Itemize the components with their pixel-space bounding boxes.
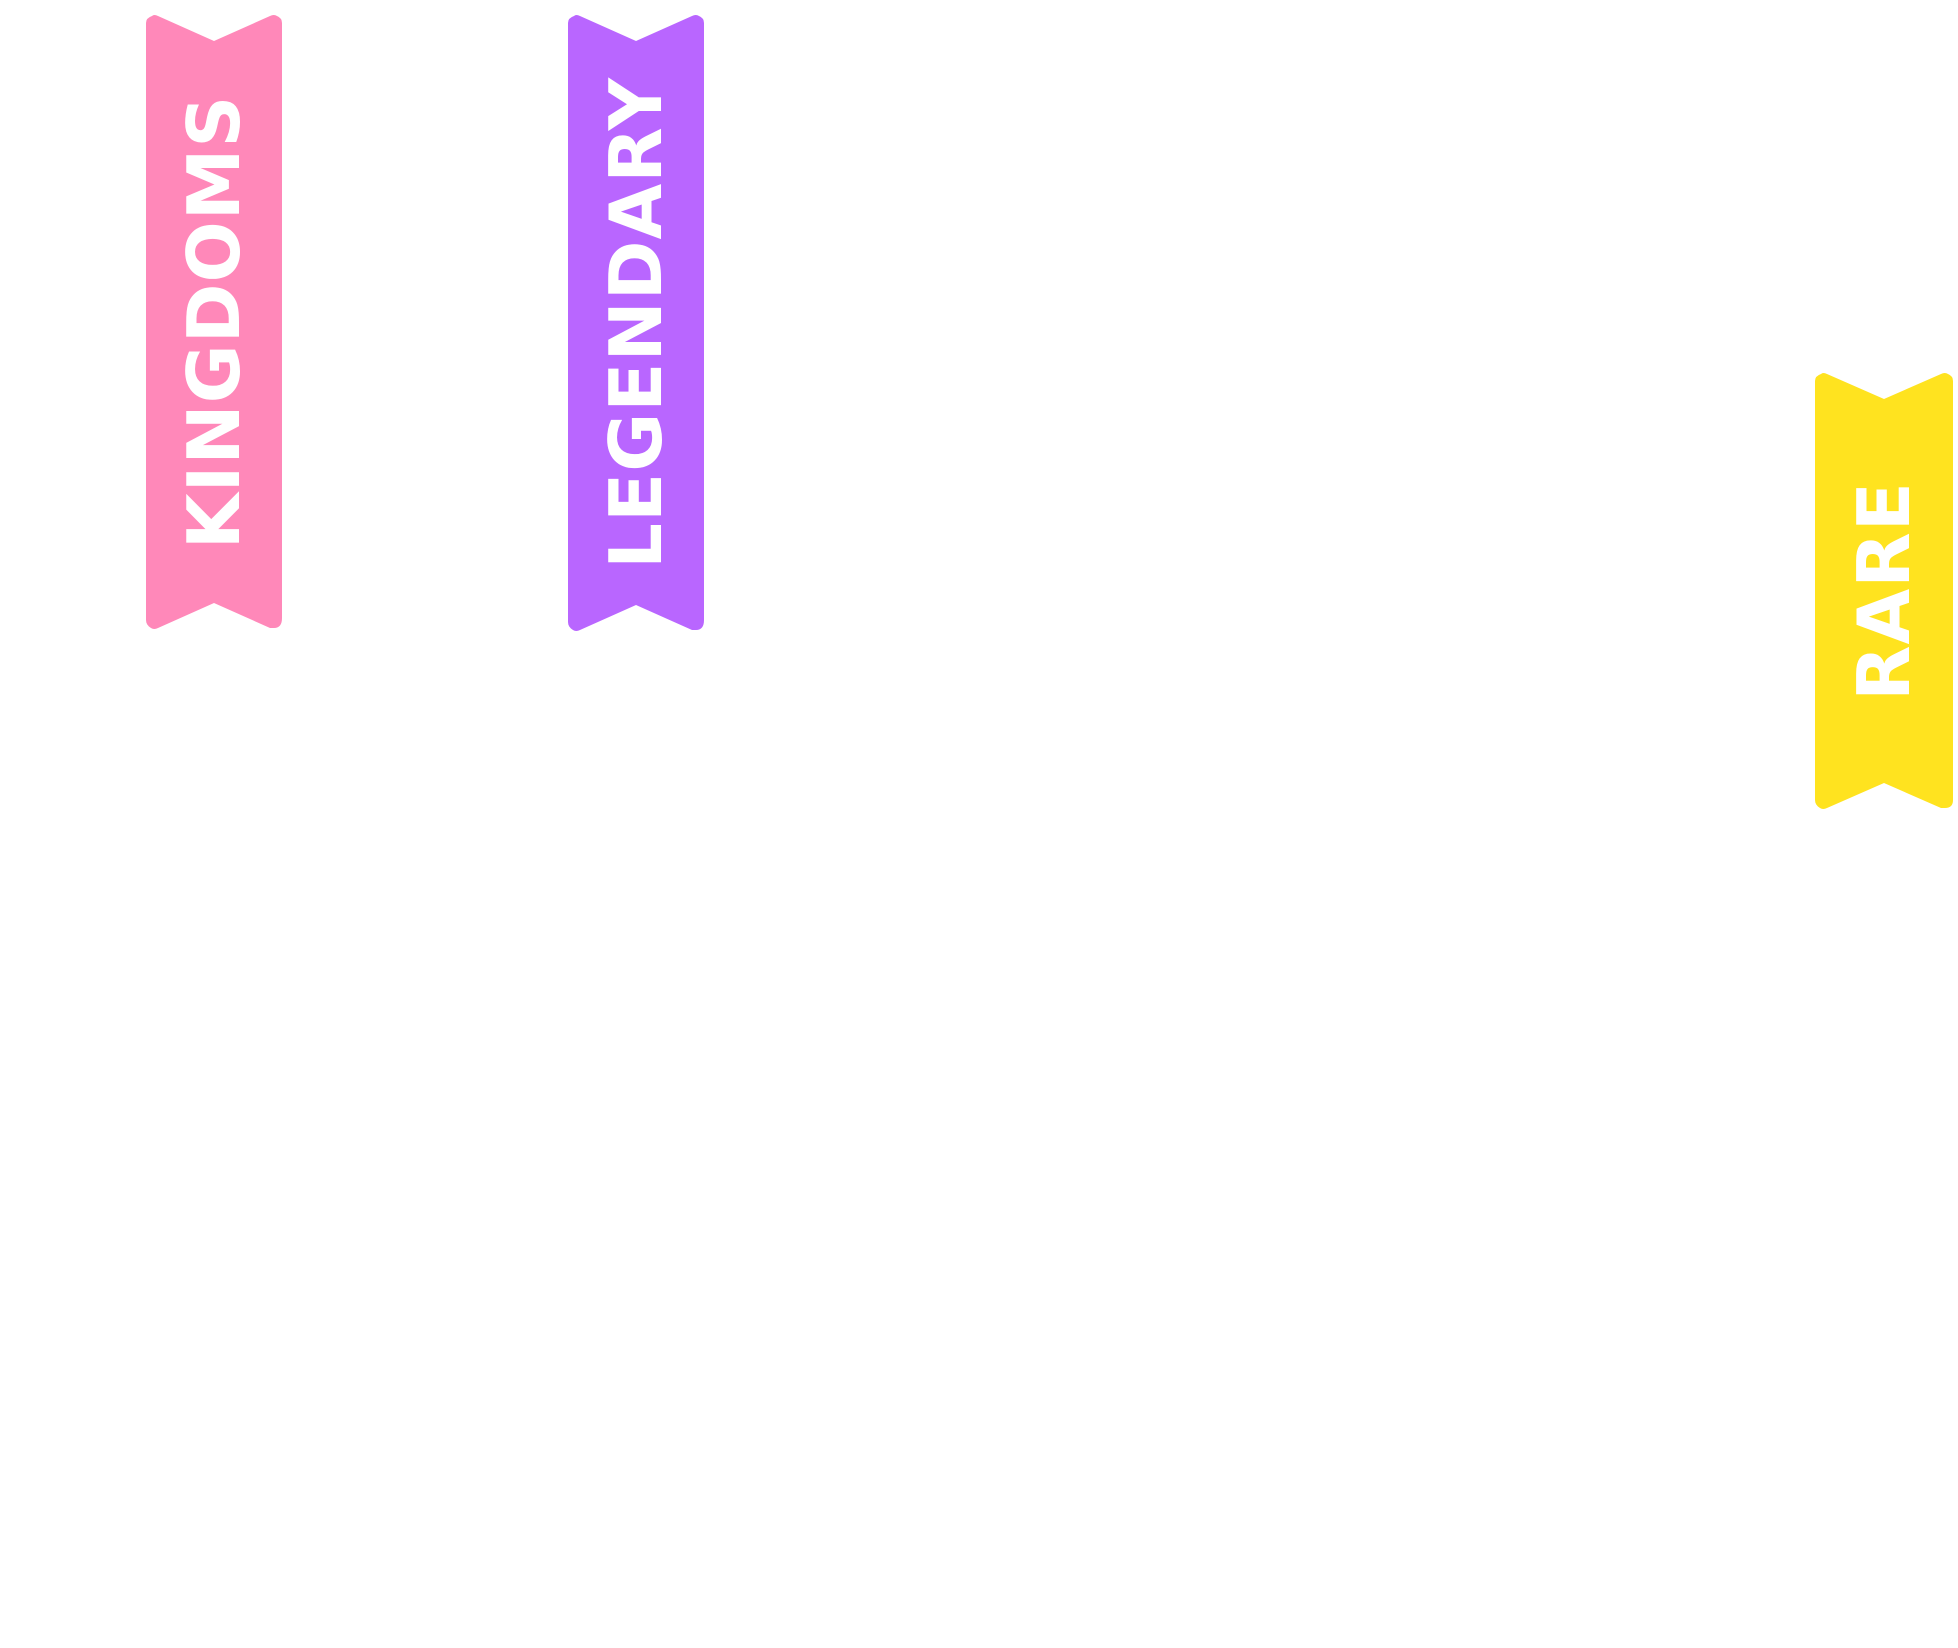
ribbon-legendary xyxy=(566,14,706,632)
ribbon-rare xyxy=(1813,372,1955,810)
ribbon-legendary-label: LEGENDARY xyxy=(594,77,678,569)
ribbon-kingdoms xyxy=(144,14,284,630)
ribbon-kingdoms-label: KINGDOMS xyxy=(172,94,256,550)
ribbon-rare-label: RARE xyxy=(1842,481,1926,701)
